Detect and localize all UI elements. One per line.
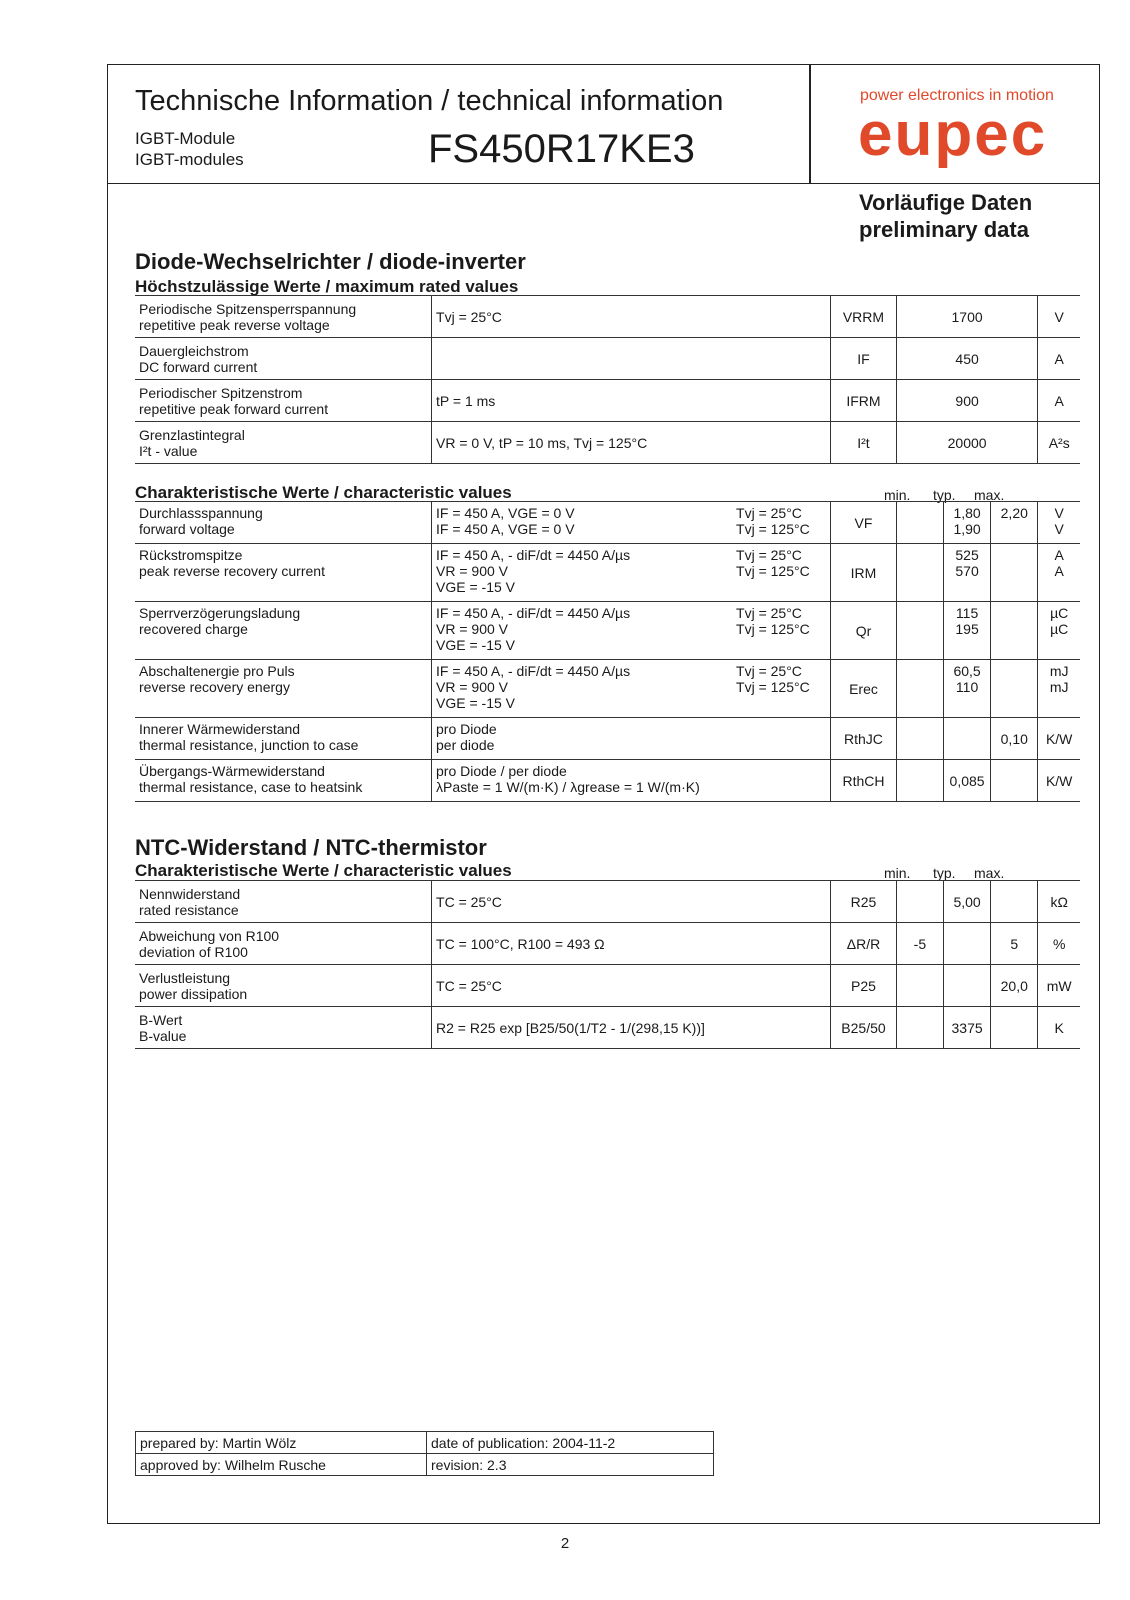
page-number: 2 [560,1535,570,1552]
unit-2: mJ [1049,679,1069,695]
param-name-en: reverse recovery energy [139,679,290,695]
min-value [896,1007,943,1049]
param-name-de: Verlustleistung [139,969,231,986]
condition-line-1: IF = 450 A, - diF/dt = 4450 A/µs [436,547,631,563]
unit [1038,502,1080,544]
condition-line-2: IF = 450 A, VGE = 0 V [436,521,575,537]
param-name-en: rated resistance [139,901,239,918]
approved-by: approved by: Wilhelm Rusche [136,1454,427,1476]
temperature-2: Tvj = 125°C [736,563,810,579]
value: 450 [896,338,1038,380]
symbol: ΔR/R [831,923,897,965]
max-value [991,544,1038,602]
typ-value-1: 525 [955,547,979,563]
table-row [135,881,1080,923]
symbol: VRRM [831,296,897,338]
param-description [135,718,432,760]
symbol: Qr [831,602,897,660]
subtitle-de: IGBT-Module [135,129,236,148]
ntc-col-min-label: min. [884,865,911,881]
subtitle-en: IGBT-modules [135,150,244,169]
typ-value-2: 570 [955,563,979,579]
param-name-de: Abweichung von R100 [139,927,280,944]
table-row [135,923,1080,965]
param-description [135,660,432,718]
conditions-block [436,605,826,653]
unit [1038,660,1080,718]
param-description [135,338,432,380]
conditions [432,760,831,802]
symbol: Erec [831,660,897,718]
param-name-en: I²t - value [139,442,198,459]
unit: K [1038,1007,1080,1049]
unit-1: mJ [1049,663,1069,679]
unit-2: µC [1050,621,1069,637]
revision: revision: 2.3 [427,1454,714,1476]
param-name-de: Periodische Spitzensperrspannung [139,300,357,317]
typ-value [943,965,990,1007]
param-name-en: DC forward current [139,358,258,375]
temperature-block [736,663,810,695]
part-number: FS450R17KE3 [428,127,695,171]
unit-1: K/W [1045,772,1073,789]
typ-value [943,544,990,602]
condition-line-3: VGE = -15 V [436,637,515,653]
unit [1038,718,1080,760]
value: 900 [896,380,1038,422]
min-value [896,502,943,544]
condition-line-3: VGE = -15 V [436,695,515,711]
param-name-en: B-value [139,1027,187,1044]
param-name-en: deviation of R100 [139,943,248,960]
min-value [896,760,943,802]
date-of-publication: date of publication: 2004-11-2 [427,1432,714,1454]
condition: TC = 25°C [432,881,831,923]
unit-1: V [1054,505,1064,521]
param-name-de: Durchlassspannung [139,505,263,521]
typ-value: 5,00 [943,881,990,923]
conditions [432,502,831,544]
condition-line-2: VR = 900 V [436,679,509,695]
condition: R2 = R25 exp [B25/50(1/T2 - 1/(298,15 K))] [432,1007,831,1049]
typ-value-1: 1,80 [953,505,981,521]
ntc-col-typ-label: typ. [933,865,956,881]
table-row [135,422,1080,464]
param-name-de: Nennwiderstand [139,885,241,902]
unit: mW [1038,965,1080,1007]
conditions-block [436,763,826,795]
table-row [135,760,1080,802]
condition: Tvj = 25°C [432,296,831,338]
max-value: 20,0 [991,965,1038,1007]
typ-value-2: 195 [955,621,979,637]
temperature-block [736,547,810,579]
table-row [135,660,1080,718]
ntc-section-title: NTC-Widerstand / NTC-thermistor [135,835,487,860]
temperature-2: Tvj = 125°C [736,679,810,695]
param-description [135,923,432,965]
condition: VR = 0 V, tP = 10 ms, Tvj = 125°C [432,422,831,464]
diode-char-title: Charakteristische Werte / characteristic values [135,483,512,502]
param-name-de: Grenzlastintegral [139,426,245,443]
min-value [896,718,943,760]
param-description [135,544,432,602]
temperature-block [736,605,810,637]
footer-table [135,1431,714,1476]
param-description [135,602,432,660]
diode-characteristic-table [135,501,1080,802]
max-value: 2,20 [991,502,1038,544]
min-value: -5 [896,923,943,965]
condition: tP = 1 ms [432,380,831,422]
unit [1038,544,1080,602]
min-value [896,965,943,1007]
table-row [135,338,1080,380]
col-max-label: max. [974,487,1005,503]
conditions [432,544,831,602]
unit: % [1038,923,1080,965]
typ-value [943,602,990,660]
typ-value [943,923,990,965]
param-name-de: Rückstromspitze [139,547,243,563]
max-rated-values-table [135,295,1080,464]
condition: TC = 25°C [432,965,831,1007]
condition-line-3: VGE = -15 V [436,579,515,595]
unit-1: K/W [1045,730,1073,747]
table-row [135,296,1080,338]
condition-line-2: per diode [436,737,495,753]
preliminary-label: Vorläufige Daten preliminary data [859,190,1033,242]
min-value [896,881,943,923]
symbol: B25/50 [831,1007,897,1049]
symbol: P25 [831,965,897,1007]
param-description [135,965,432,1007]
param-name-de: B-Wert [139,1011,183,1028]
condition-line-2: λPaste = 1 W/(m·K) / λgrease = 1 W/(m·K) [436,779,700,795]
brand-name: eupec [858,103,1048,169]
page-frame [107,64,1100,1524]
symbol: RthCH [831,760,897,802]
conditions-block [436,721,826,753]
param-description [135,502,432,544]
brand-slogan: power electronics in motion [860,87,1054,104]
param-name-de: Abschaltenergie pro Puls [139,663,295,679]
symbol: IFRM [831,380,897,422]
symbol: IRM [831,544,897,602]
typ-value [943,502,990,544]
param-name-de: Innerer Wärmewiderstand [139,721,301,737]
param-description [135,422,432,464]
param-name-en: recovered charge [139,621,248,637]
symbol: IF [831,338,897,380]
conditions [432,718,831,760]
value: 1700 [896,296,1038,338]
max-value [991,881,1038,923]
value: 20000 [896,422,1038,464]
typ-value-1: 115 [955,605,979,621]
table-row [135,544,1080,602]
unit [1038,760,1080,802]
ntc-char-title: Charakteristische Werte / characteristic values [135,861,512,880]
param-name-en: forward voltage [139,521,235,537]
header [108,65,1099,184]
table-row [135,965,1080,1007]
symbol: VF [831,502,897,544]
temperature-1: Tvj = 25°C [736,505,802,521]
param-description [135,1007,432,1049]
temperature-1: Tvj = 25°C [736,547,802,563]
min-value [896,544,943,602]
unit: V [1038,296,1080,338]
temperature-1: Tvj = 25°C [736,663,802,679]
param-name-en: thermal resistance, junction to case [139,737,359,753]
max-value: 0,10 [991,718,1038,760]
typ-value [943,660,990,718]
unit-1: µC [1050,605,1069,621]
max-value [991,602,1038,660]
diode-max-title: Höchstzulässige Werte / maximum rated values [135,277,519,296]
param-name-en: power dissipation [139,985,248,1002]
condition-line-1: IF = 450 A, - diF/dt = 4450 A/µs [436,663,631,679]
unit: A [1038,338,1080,380]
col-typ-label: typ. [933,487,956,503]
param-name-de: Sperrverzögerungsladung [139,605,301,621]
temperature-2: Tvj = 125°C [736,521,810,537]
unit: A²s [1038,422,1080,464]
symbol: I²t [831,422,897,464]
param-description [135,760,432,802]
eupec-logo [858,103,1048,178]
table-row [135,380,1080,422]
typ-value-2: 1,90 [953,521,981,537]
symbol: R25 [831,881,897,923]
param-description [135,380,432,422]
condition-line-1: pro Diode [436,721,497,737]
diode-section-title: Diode-Wechselrichter / diode-inverter [135,249,526,274]
max-value [991,760,1038,802]
temperature-2: Tvj = 125°C [736,621,810,637]
temperature-block [736,505,810,537]
document-title: Technische Information / technical information [135,85,724,117]
min-value [896,602,943,660]
unit [1038,602,1080,660]
param-name-de: Übergangs-Wärmewiderstand [139,763,325,779]
typ-value [943,760,990,802]
max-value: 5 [991,923,1038,965]
conditions-block [436,663,826,711]
param-name-en: thermal resistance, case to heatsink [139,779,363,795]
unit-2: A [1054,563,1064,579]
condition-line-2: VR = 900 V [436,621,509,637]
min-value [896,660,943,718]
typ-value-2: 110 [955,679,979,695]
unit-2: V [1054,521,1064,537]
table-row [135,502,1080,544]
unit-1: A [1054,547,1064,563]
ntc-col-max-label: max. [974,865,1005,881]
condition [432,338,831,380]
table-row [135,1007,1080,1049]
condition-line-1: pro Diode / per diode [436,763,567,779]
table-row [135,602,1080,660]
param-name-en: repetitive peak reverse voltage [139,316,330,333]
condition: TC = 100°C, R100 = 493 Ω [432,923,831,965]
param-name-de: Dauergleichstrom [139,342,249,359]
conditions-block [436,547,826,595]
header-divider [809,65,811,183]
param-description [135,296,432,338]
table-row [135,718,1080,760]
unit: kΩ [1038,881,1080,923]
ntc-characteristic-table [135,880,1080,1049]
max-value [991,1007,1038,1049]
typ-value-1: 60,5 [953,663,981,679]
conditions [432,602,831,660]
max-value [991,660,1038,718]
condition-line-2: VR = 900 V [436,563,509,579]
temperature-1: Tvj = 25°C [736,605,802,621]
typ-value-1: 0,085 [949,772,985,789]
condition-line-1: IF = 450 A, - diF/dt = 4450 A/µs [436,605,631,621]
param-name-en: peak reverse recovery current [139,563,325,579]
param-name-de: Periodischer Spitzenstrom [139,384,303,401]
conditions-block [436,505,826,537]
col-min-label: min. [884,487,911,503]
typ-value: 3375 [943,1007,990,1049]
symbol: RthJC [831,718,897,760]
param-name-en: repetitive peak forward current [139,400,329,417]
typ-value [943,718,990,760]
condition-line-1: IF = 450 A, VGE = 0 V [436,505,575,521]
param-description [135,881,432,923]
prepared-by: prepared by: Martin Wölz [136,1432,427,1454]
conditions [432,660,831,718]
unit: A [1038,380,1080,422]
